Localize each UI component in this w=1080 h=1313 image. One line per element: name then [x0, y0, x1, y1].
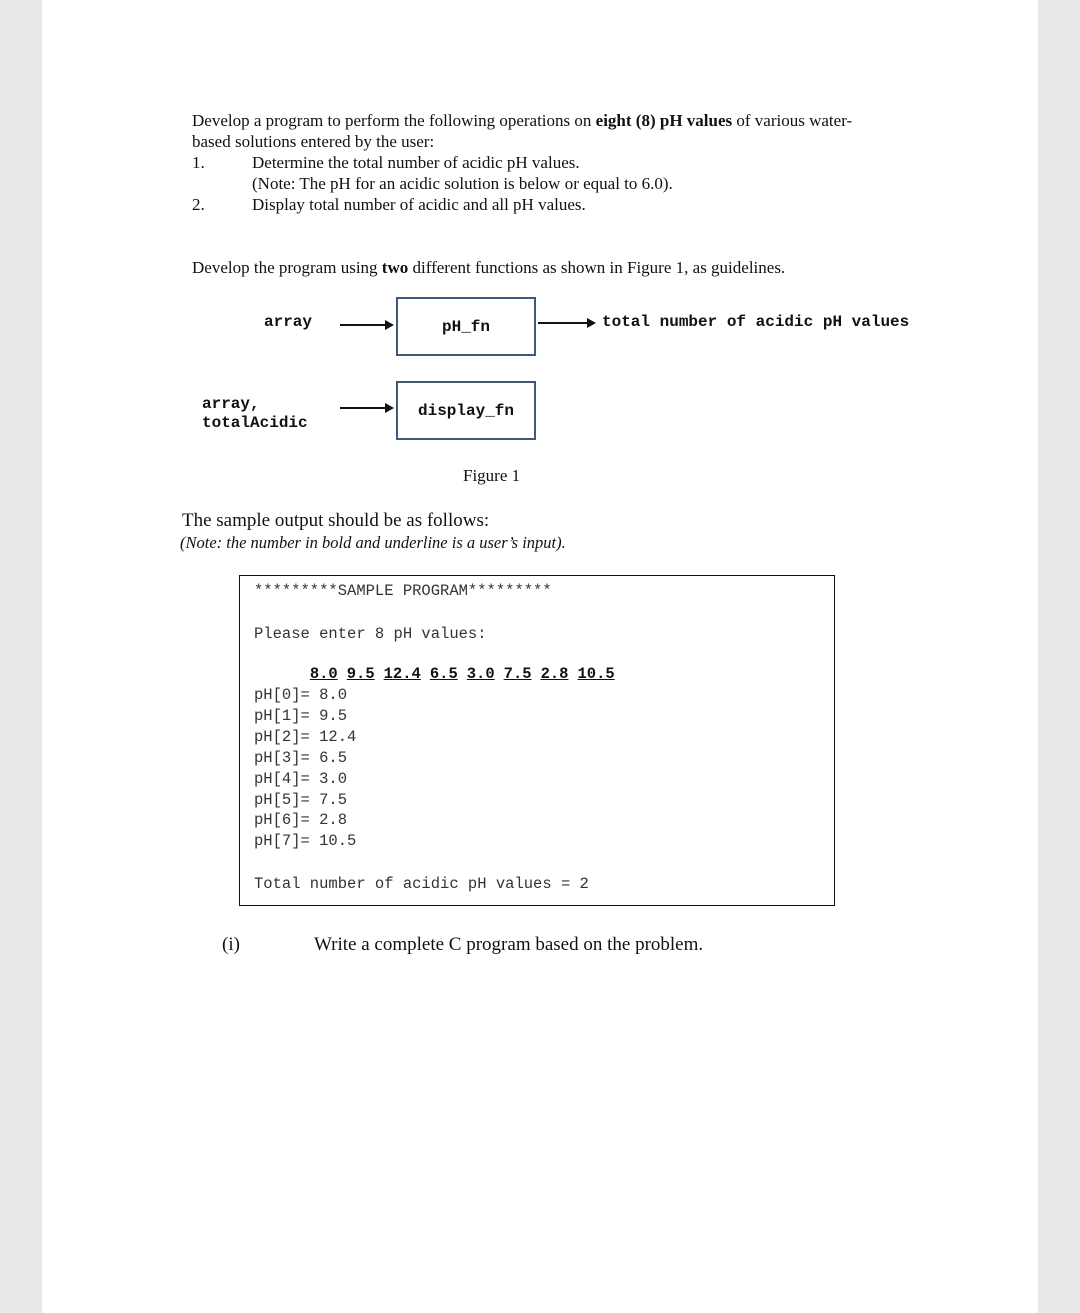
- ph-fn-box: [396, 297, 536, 356]
- intro-line-1: Develop a program to perform the following operations on eight (8) pH values of various water-: [192, 111, 853, 130]
- sample-intro: The sample output should be as follows:: [182, 510, 490, 531]
- sample-output-box: [239, 575, 835, 906]
- item-1-number: 1.: [192, 153, 205, 172]
- sample-ph-line: pH[5]= 7.5: [254, 791, 348, 809]
- item-1-text: Determine the total number of acidic pH values.: [252, 153, 580, 172]
- item-2-text: Display total number of acidic and all pH values.: [252, 195, 586, 214]
- sample-ph-line: pH[6]= 2.8: [254, 811, 348, 829]
- guideline-text: Develop the program using two different functions as shown in Figure 1, as guidelines.: [192, 258, 786, 277]
- item-2-number: 2.: [192, 195, 205, 214]
- sample-ph-line: pH[0]= 8.0: [254, 686, 348, 704]
- arrow-to-ph-fn: [340, 324, 392, 326]
- arrow-to-display-fn: [340, 407, 392, 409]
- intro-line-2: based solutions entered by the user:: [192, 132, 435, 151]
- display-fn-box: [396, 381, 536, 440]
- document-page: [42, 0, 1038, 1313]
- sample-ph-line: pH[3]= 6.5: [254, 749, 348, 767]
- sample-note: (Note: the number in bold and underline is a user’s input).: [180, 533, 566, 552]
- ph-fn-input-label: array: [264, 313, 313, 331]
- question-text: Write a complete C program based on the problem.: [314, 934, 704, 955]
- display-fn-input-label: array, totalAcidic: [202, 395, 308, 432]
- item-1-note: (Note: The pH for an acidic solution is below or equal to 6.0).: [252, 174, 673, 193]
- sample-ph-line: pH[1]= 9.5: [254, 707, 348, 725]
- display-fn-label: display_fn: [417, 401, 514, 420]
- sample-header: *********SAMPLE PROGRAM*********: [254, 582, 552, 600]
- sample-prompt: Please enter 8 pH values:: [254, 625, 487, 643]
- sample-total-line: Total number of acidic pH values = 2: [254, 875, 589, 893]
- ph-fn-label: pH_fn: [441, 317, 490, 336]
- sample-ph-line: pH[2]= 12.4: [254, 728, 357, 746]
- question-number: (i): [222, 934, 240, 955]
- sample-user-inputs: 8.0 9.5 12.4 6.5 3.0 7.5 2.8 10.5: [309, 665, 615, 683]
- ph-fn-output-label: total number of acidic pH values: [602, 313, 910, 331]
- arrow-from-ph-fn: [538, 322, 594, 324]
- figure-caption: Figure 1: [463, 466, 521, 485]
- sample-ph-line: pH[7]= 10.5: [254, 832, 357, 850]
- sample-ph-line: pH[4]= 3.0: [254, 770, 348, 788]
